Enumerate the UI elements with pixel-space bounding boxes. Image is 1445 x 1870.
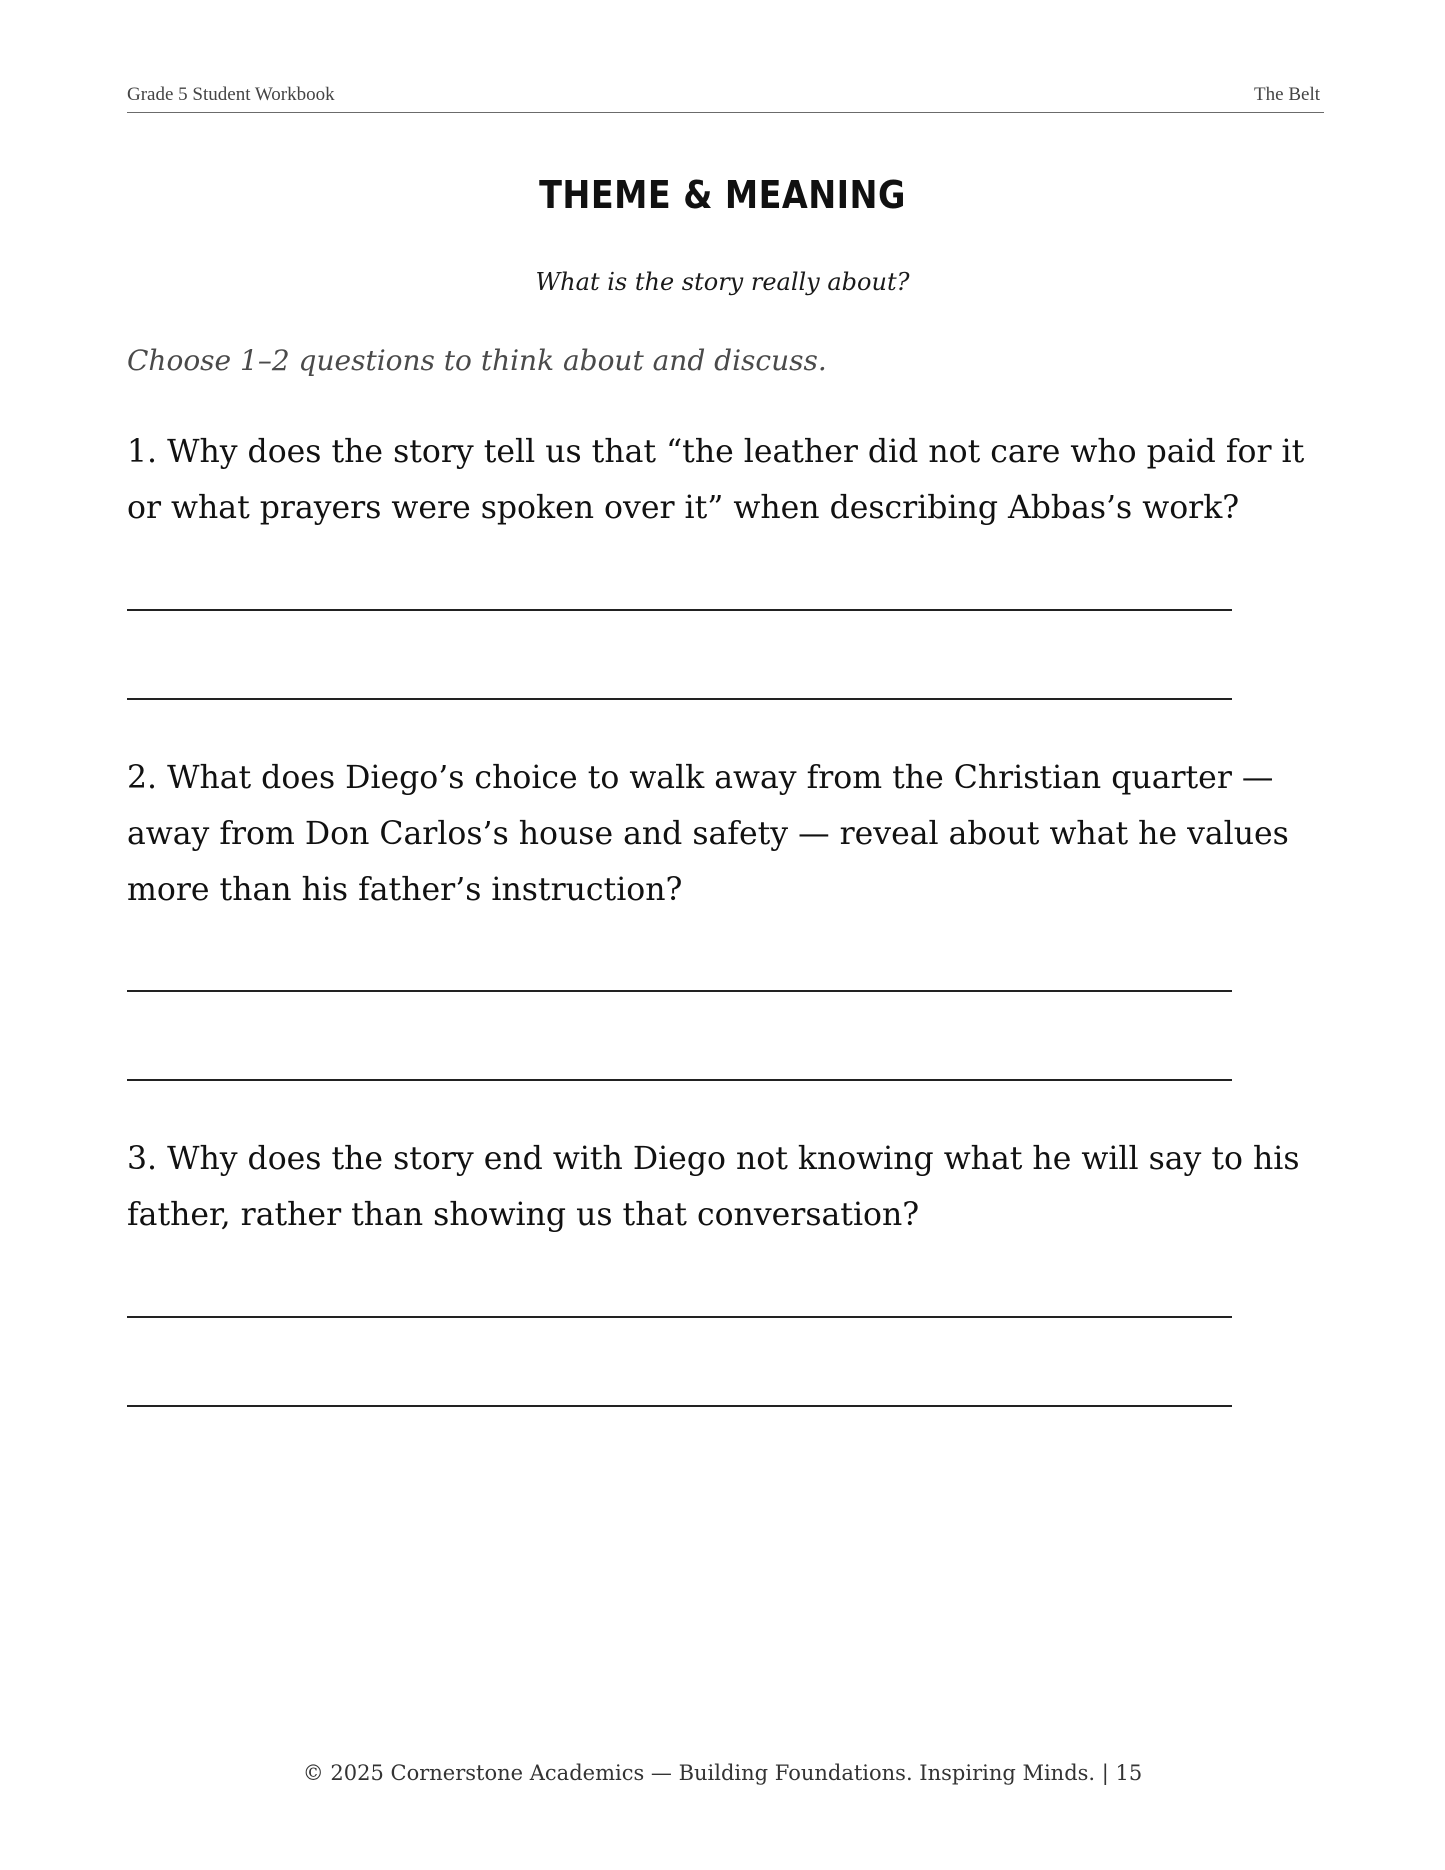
question-1: 1. Why does the story tell us that “the leather did not care who paid for it or what prayers were spoken over it” when describing Abbas’s work? [127, 434, 1305, 526]
answer-line-3b[interactable] [127, 1405, 1232, 1407]
header-workbook-title: Grade 5 Student Workbook [127, 84, 335, 105]
answer-line-1b[interactable] [127, 698, 1232, 700]
instructions: Choose 1–2 questions to think about and discuss. [127, 344, 827, 377]
question-2: 2. What does Diego’s choice to walk away from the Christian quarter — away from Don Carlos’s house and safety — reveal about what he values more than his father’s instruction? [127, 760, 1289, 908]
answer-line-2a[interactable] [127, 990, 1232, 992]
page-subtitle: What is the story really about? [535, 268, 910, 296]
page-header [127, 82, 1324, 113]
page-footer: © 2025 Cornerstone Academics — Building Foundations. Inspiring Minds. | 15 [302, 1761, 1143, 1785]
page-title: THEME & MEANING [539, 173, 906, 217]
question-3: 3. Why does the story end with Diego not knowing what he will say to his father, rather than showing us that conversation? [127, 1141, 1300, 1233]
answer-line-1a[interactable] [127, 609, 1232, 611]
header-story-title: The Belt [1254, 84, 1320, 105]
answer-line-3a[interactable] [127, 1316, 1232, 1318]
answer-line-2b[interactable] [127, 1079, 1232, 1081]
